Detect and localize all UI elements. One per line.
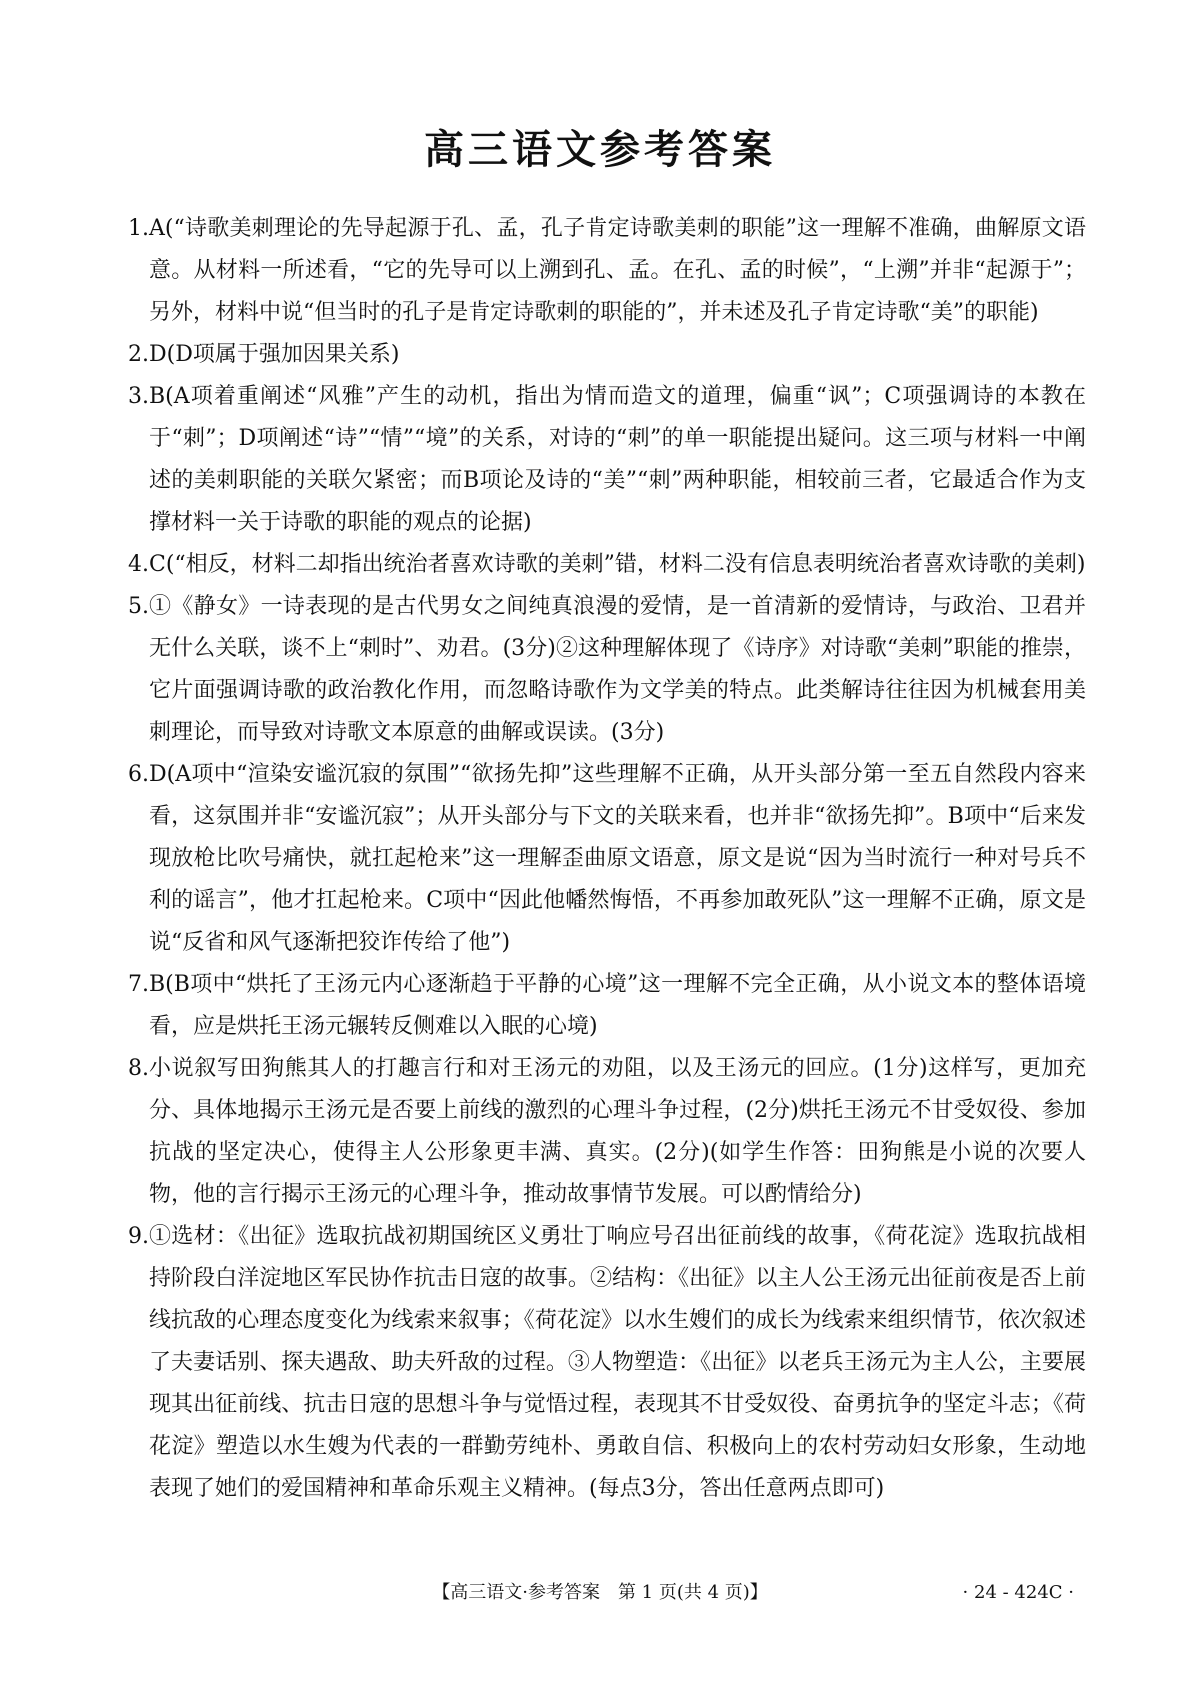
answer-text: D(A项中“渲染安谧沉寂的氛围”“欲扬先抑”这些理解不正确，从开头部分第一至五自然段内容来看，这氛围并非“安谧沉寂”；从开头部分与下文的关联来看，也并非“欲扬先抑”。B项中“后来发现放枪比吹号痛快，就扛起枪来”这一理解歪曲原文语意，原文是说“因为当时流行一种对号兵不利的谣言”，他才扛起枪来。C项中“因此他幡然悔悟，不再参加敢死队”这一理解不正确，原文是说“反省和风气逐渐把狡诈传给了他”): [149, 762, 1086, 955]
answer-item-4: [128, 544, 1086, 586]
answer-item-5: [128, 586, 1086, 754]
answer-number: 5.: [128, 594, 149, 619]
answer-number: 7.: [128, 972, 149, 997]
answer-text: B(A项着重阐述“风雅”产生的动机，指出为情而造文的道理，偏重“讽”；C项强调诗的本教在于“刺”；D项阐述“诗”“情”“境”的关系，对诗的“刺”的单一职能提出疑问。这三项与材料一中阐述的美刺职能的关联欠紧密；而B项论及诗的“美”“刺”两种职能，相较前三者，它最适合作为支撑材料一关于诗歌的职能的观点的论据): [149, 384, 1086, 535]
answer-text: 小说叙写田狗熊其人的打趣言行和对王汤元的劝阻，以及王汤元的回应。(1分)这样写，更加充分、具体地揭示王汤元是否要上前线的激烈的心理斗争过程，(2分)烘托王汤元不甘受奴役、参加抗战的坚定决心，使得主人公形象更丰满、真实。(2分)(如学生作答：田狗熊是小说的次要人物，他的言行揭示王汤元的心理斗争，推动故事情节发展。可以酌情给分): [149, 1056, 1086, 1207]
answer-item-9: [128, 1216, 1086, 1510]
answer-number: 1.: [128, 216, 149, 241]
answer-number: 9.: [128, 1224, 149, 1249]
answer-item-1: [128, 208, 1086, 334]
answer-text: A(“诗歌美刺理论的先导起源于孔、孟，孔子肯定诗歌美刺的职能”这一理解不准确，曲解原文语意。从材料一所述看，“它的先导可以上溯到孔、孟。在孔、孟的时候”，“上溯”并非“起源于”；另外，材料中说“但当时的孔子是肯定诗歌刺的职能的”，并未述及孔子肯定诗歌“美”的职能): [149, 216, 1086, 325]
answer-number: 8.: [128, 1056, 149, 1081]
footer-exam-code: · 24 - 424C ·: [962, 1582, 1074, 1603]
answer-text: C(“相反，材料二却指出统治者喜欢诗歌的美刺”错，材料二没有信息表明统治者喜欢诗歌的美刺): [149, 552, 1086, 577]
answer-item-2: [128, 334, 1086, 376]
page-title: 高三语文参考答案: [424, 126, 776, 173]
answer-text: ①选材：《出征》选取抗战初期国统区义勇壮丁响应号召出征前线的故事，《荷花淀》选取抗战相持阶段白洋淀地区军民协作抗击日寇的故事。②结构：《出征》以主人公王汤元出征前夜是否上前线抗敌的心理态度变化为线索来叙事；《荷花淀》以水生嫂们的成长为线索来组织情节，依次叙述了夫妻话别、探夫遇敌、助夫歼敌的过程。③人物塑造：《出征》以老兵王汤元为主人公，主要展现其出征前线、抗击日寇的思想斗争与觉悟过程，表现其不甘受奴役、奋勇抗争的坚定斗志；《荷花淀》塑造以水生嫂为代表的一群勤劳纯朴、勇敢自信、积极向上的农村劳动妇女形象，生动地表现了她们的爱国精神和革命乐观主义精神。(每点3分，答出任意两点即可): [149, 1224, 1086, 1501]
answer-text: D(D项属于强加因果关系): [149, 342, 400, 367]
answer-text: B(B项中“烘托了王汤元内心逐渐趋于平静的心境”这一理解不完全正确，从小说文本的整体语境看，应是烘托王汤元辗转反侧难以入眠的心境): [149, 972, 1086, 1039]
page-footer: [0, 1578, 1200, 1608]
answer-item-7: [128, 964, 1086, 1048]
answer-item-8: [128, 1048, 1086, 1216]
answer-number: 2.: [128, 342, 149, 367]
answer-text: ①《静女》一诗表现的是古代男女之间纯真浪漫的爱情，是一首清新的爱情诗，与政治、卫君并无什么关联，谈不上“刺时”、劝君。(3分)②这种理解体现了《诗序》对诗歌“美刺”职能的推崇，它片面强调诗歌的政治教化作用，而忽略诗歌作为文学美的特点。此类解诗往往因为机械套用美刺理论，而导致对诗歌文本原意的曲解或误读。(3分): [149, 594, 1086, 745]
answer-list: [128, 208, 1086, 1510]
footer-page-info: 【高三语文·参考答案 第 1 页(共 4 页)】: [432, 1582, 768, 1603]
answer-item-6: [128, 754, 1086, 964]
answer-item-3: [128, 376, 1086, 544]
answer-number: 4.: [128, 552, 149, 577]
answer-number: 3.: [128, 384, 149, 409]
answer-number: 6.: [128, 762, 149, 787]
